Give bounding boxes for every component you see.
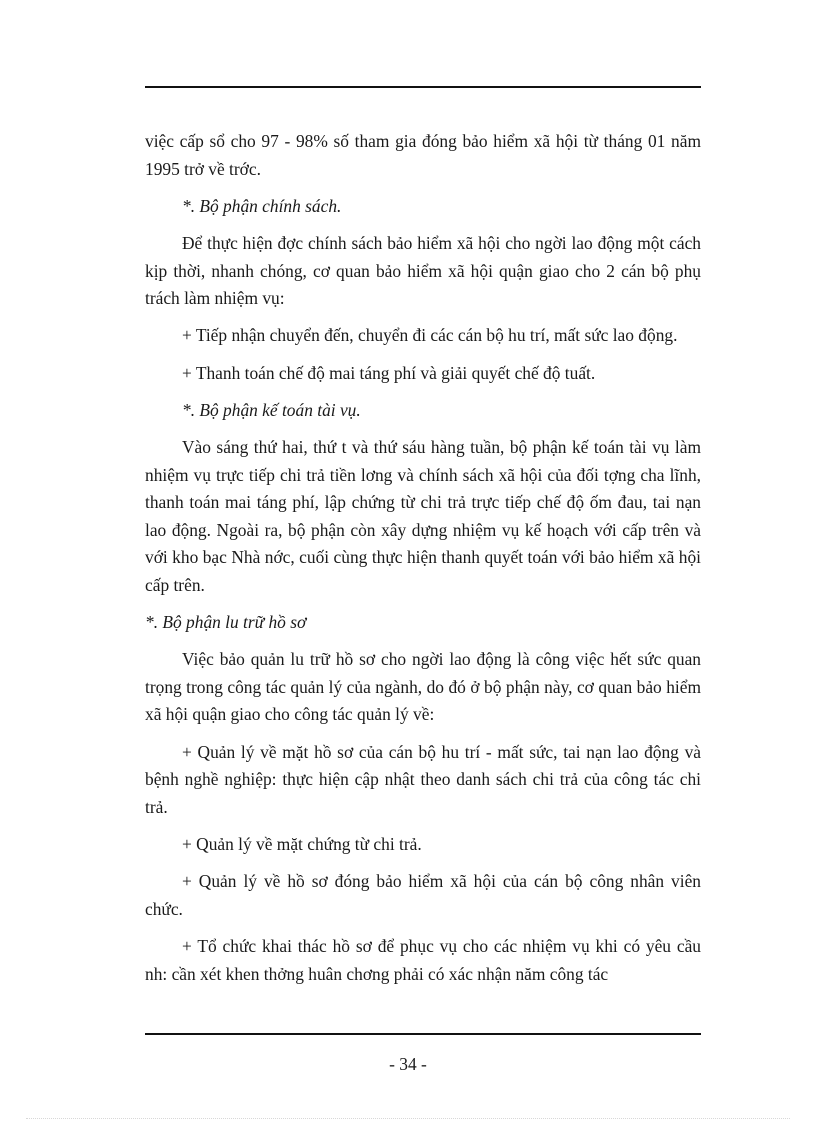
footer-rule <box>145 1033 701 1035</box>
document-body <box>145 128 701 998</box>
paragraph: việc cấp sổ cho 97 - 98% số tham gia đóng bảo hiểm xã hội từ tháng 01 năm 1995 trở về trớc. <box>145 131 701 179</box>
list-item: + Quản lý về mặt hồ sơ của cán bộ hu trí - mất sức, tai nạn lao động và bệnh nghề nghiệp: thực hiện cập nhật theo danh sách chi trả của công tác chi trả. <box>145 741 701 817</box>
header-rule <box>145 86 701 88</box>
section-heading-policy: *. Bộ phận chính sách. <box>182 195 342 216</box>
paragraph: Việc bảo quản lu trữ hồ sơ cho ngời lao động là công việc hết sức quan trọng trong công tác quản lý của ngành, do đó ở bộ phận này, cơ quan bảo hiểm xã hội quận giao cho công tác quản lý về: <box>145 649 701 725</box>
paragraph: Vào sáng thứ hai, thứ t và thứ sáu hàng tuần, bộ phận kế toán tài vụ làm nhiệm vụ trực tiếp chi trả tiền lơng và chính sách xã hội của đối tợng cha lĩnh, thanh toán mai táng phí, lập chứng từ chi trả trực tiếp chế độ ốm đau, tai nạn lao động. Ngoài ra, bộ phận còn xây dựng nhiệm vụ kế hoạch với cấp trên và với kho bạc Nhà nớc, cuối cùng thực hiện thanh quyết toán với bảo hiểm xã hội cấp trên. <box>145 436 701 595</box>
section-heading-accounting: *. Bộ phận kế toán tài vụ. <box>182 399 361 420</box>
section-heading-archive: *. Bộ phận lu trữ hồ sơ <box>145 612 307 633</box>
list-item: + Quản lý về hồ sơ đóng bảo hiểm xã hội của cán bộ công nhân viên chức. <box>145 871 701 919</box>
list-item: + Thanh toán chế độ mai táng phí và giải quyết chế độ tuất. <box>182 362 596 383</box>
list-item: + Quản lý về mặt chứng từ chi trả. <box>182 834 422 854</box>
list-item: + Tiếp nhận chuyển đến, chuyển đi các cán bộ hu trí, mất sức lao động. <box>182 325 678 346</box>
paragraph: Để thực hiện đợc chính sách bảo hiểm xã hội cho ngời lao động một cách kịp thời, nhanh chóng, cơ quan bảo hiểm xã hội quận giao cho 2 cán bộ phụ trách làm nhiệm vụ: <box>145 232 701 309</box>
list-item: + Tổ chức khai thác hồ sơ để phục vụ cho các nhiệm vụ khi có yêu cầu nh: cần xét khen thởng huân chơng phải có xác nhận năm công tác <box>145 935 701 984</box>
page-number: - 34 - <box>389 1054 427 1074</box>
page-edge-divider <box>26 1118 790 1119</box>
